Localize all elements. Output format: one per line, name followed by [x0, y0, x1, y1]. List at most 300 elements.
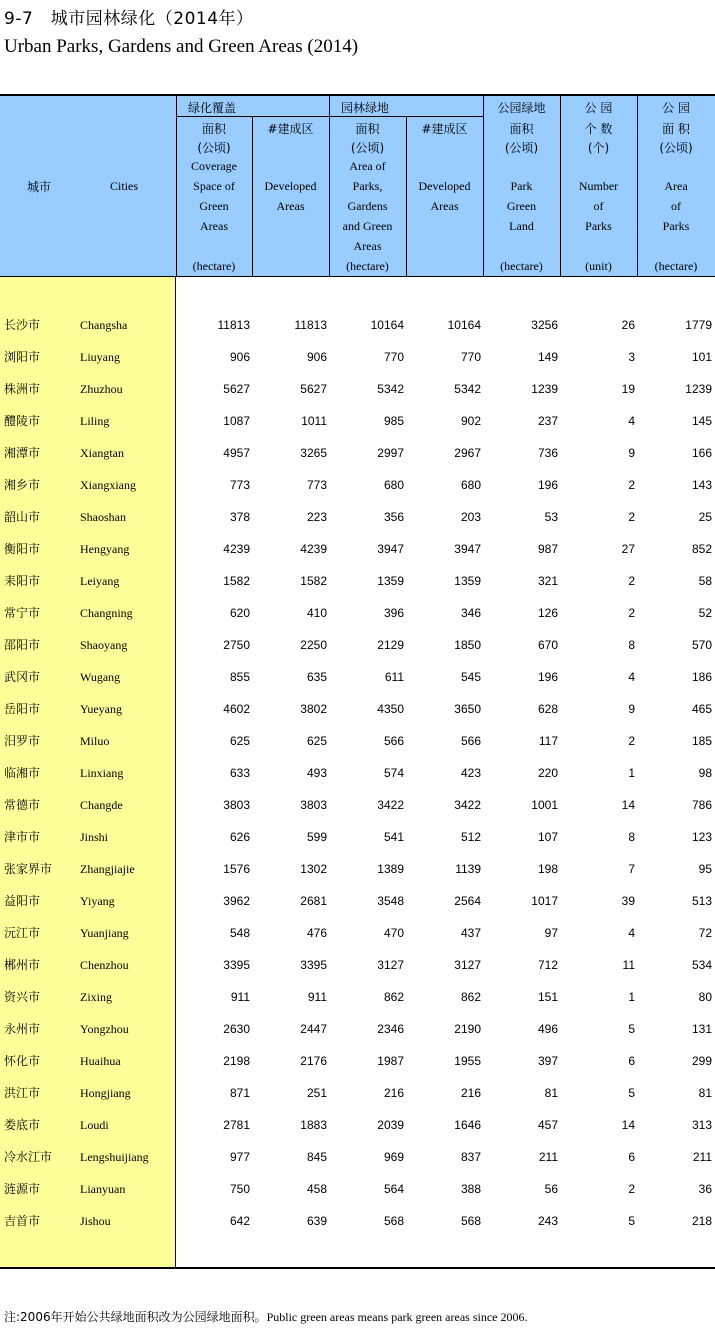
header-park-count-en: Number of Parks: [578, 179, 619, 233]
value-cell: 3947: [377, 542, 404, 556]
value-cell: 14: [621, 798, 635, 812]
header-park-green-area: 面积: [355, 122, 380, 136]
city-name-en: Zhuzhou: [80, 382, 123, 396]
value-cell: 2: [628, 510, 635, 524]
table-row: [0, 501, 715, 533]
header-park-count-l1: 公 园: [584, 101, 613, 115]
table-row: [0, 853, 715, 885]
value-cell: 198: [537, 862, 558, 876]
value-cell: 1359: [377, 574, 404, 588]
value-cell: 3422: [377, 798, 404, 812]
value-cell: 633: [229, 766, 250, 780]
city-name-en: Hengyang: [80, 542, 130, 556]
value-cell: 397: [537, 1054, 558, 1068]
value-cell: 670: [537, 638, 558, 652]
city-name-cn: 耒阳市: [4, 574, 41, 588]
city-name-cn: 永州市: [4, 1022, 41, 1036]
value-cell: 186: [691, 670, 712, 684]
table-row: [0, 1109, 715, 1141]
value-cell: 299: [691, 1054, 712, 1068]
value-cell: 4602: [223, 702, 250, 716]
value-cell: 10164: [447, 318, 481, 332]
city-name-cn: 洪江市: [4, 1086, 41, 1100]
value-cell: 243: [537, 1214, 558, 1228]
table-row: [0, 565, 715, 597]
header-green-cover-area: 面积: [201, 122, 226, 136]
value-cell: 101: [691, 350, 712, 364]
value-cell: 437: [460, 926, 481, 940]
value-cell: 534: [691, 958, 712, 972]
value-cell: 987: [537, 542, 558, 556]
value-cell: 5627: [223, 382, 250, 396]
value-cell: 712: [537, 958, 558, 972]
city-name-cn: 湘乡市: [4, 478, 41, 492]
value-cell: 27: [621, 542, 635, 556]
value-cell: 969: [383, 1150, 404, 1164]
value-cell: 1017: [531, 894, 558, 908]
value-cell: 1087: [223, 414, 250, 428]
value-cell: 977: [229, 1150, 250, 1164]
city-name-en: Zhangjiajie: [80, 862, 135, 876]
city-name-cn: 醴陵市: [4, 414, 41, 428]
value-cell: 166: [691, 446, 712, 460]
value-cell: 7: [628, 862, 635, 876]
value-cell: 773: [229, 478, 250, 492]
value-cell: 493: [306, 766, 327, 780]
value-cell: 680: [383, 478, 404, 492]
value-cell: 216: [460, 1086, 481, 1100]
table-row: [0, 1173, 715, 1205]
value-cell: 770: [460, 350, 481, 364]
value-cell: 512: [460, 830, 481, 844]
value-cell: 143: [691, 478, 712, 492]
city-name-cn: 常德市: [4, 798, 41, 812]
value-cell: 642: [229, 1214, 250, 1228]
city-name-en: Miluo: [80, 734, 110, 748]
value-cell: 3395: [223, 958, 250, 972]
table-row: [0, 597, 715, 629]
city-name-en: Changde: [80, 798, 123, 812]
table-row: [0, 341, 715, 373]
value-cell: 396: [383, 606, 404, 620]
header-green-cover-developed: #建成区: [267, 122, 314, 136]
city-name-cn: 吉首市: [4, 1214, 41, 1228]
city-name-en: Wugang: [80, 670, 121, 684]
value-cell: 1955: [454, 1054, 481, 1068]
title-chinese: 9-7 城市园林绿化（2014年）: [4, 9, 254, 29]
city-name-en: Yuanjiang: [80, 926, 129, 940]
value-cell: 911: [307, 990, 327, 1004]
header-park-land-unit: (hectare): [500, 259, 543, 273]
value-cell: 3802: [300, 702, 327, 716]
value-cell: 11813: [217, 318, 250, 332]
value-cell: 1011: [301, 414, 327, 428]
value-cell: 53: [544, 510, 558, 524]
value-cell: 185: [691, 734, 712, 748]
value-cell: 9: [628, 446, 635, 460]
value-cell: 626: [229, 830, 250, 844]
value-cell: 321: [537, 574, 558, 588]
value-cell: 8: [628, 638, 635, 652]
value-cell: 3422: [454, 798, 481, 812]
value-cell: 3127: [377, 958, 404, 972]
table-row: [0, 661, 715, 693]
city-name-cn: 娄底市: [4, 1118, 41, 1132]
value-cell: 80: [698, 990, 712, 1004]
value-cell: 8: [628, 830, 635, 844]
value-cell: 1883: [300, 1118, 327, 1132]
value-cell: 237: [537, 414, 558, 428]
city-name-en: Xiangxiang: [80, 478, 136, 492]
value-cell: 564: [383, 1182, 404, 1196]
city-name-en: Jishou: [80, 1214, 111, 1228]
value-cell: 126: [537, 606, 558, 620]
value-cell: 770: [383, 350, 404, 364]
city-name-cn: 常宁市: [4, 606, 41, 620]
city-name-cn: 邵阳市: [4, 638, 41, 652]
city-name-en: Jinshi: [80, 830, 109, 844]
value-cell: 81: [698, 1086, 712, 1100]
value-cell: 1850: [454, 638, 481, 652]
city-name-cn: 资兴市: [4, 990, 41, 1004]
value-cell: 2781: [223, 1118, 250, 1132]
header-park-count-unit: (unit): [585, 259, 612, 273]
value-cell: 313: [691, 1118, 712, 1132]
value-cell: 5342: [454, 382, 481, 396]
value-cell: 513: [691, 894, 712, 908]
table-row: [0, 1141, 715, 1173]
value-cell: 5: [628, 1022, 635, 1036]
table-row: [0, 917, 715, 949]
value-cell: 25: [698, 510, 712, 524]
header-city-en: Cities: [110, 179, 139, 193]
value-cell: 3256: [531, 318, 558, 332]
table-row: [0, 469, 715, 501]
value-cell: 4350: [377, 702, 404, 716]
value-cell: 220: [537, 766, 558, 780]
city-name-en: Chenzhou: [80, 958, 129, 972]
value-cell: 625: [306, 734, 327, 748]
value-cell: 628: [537, 702, 558, 716]
city-name-cn: 岳阳市: [4, 702, 41, 716]
value-cell: 6: [628, 1054, 635, 1068]
value-cell: 871: [229, 1086, 250, 1100]
value-cell: 736: [537, 446, 558, 460]
city-name-en: Zixing: [80, 990, 112, 1004]
value-cell: 388: [460, 1182, 481, 1196]
value-cell: 570: [691, 638, 712, 652]
header-green-cover-unit: (hectare): [192, 259, 236, 273]
header-green-cover-group: 绿化覆盖: [188, 101, 237, 115]
table-row: [0, 757, 715, 789]
header-park-count-l2: 个 数: [584, 122, 613, 136]
value-cell: 10164: [370, 318, 404, 332]
value-cell: 2198: [223, 1054, 250, 1068]
value-cell: 1389: [377, 862, 404, 876]
value-cell: 1239: [531, 382, 558, 396]
value-cell: 2176: [300, 1054, 327, 1068]
value-cell: 639: [306, 1214, 327, 1228]
value-cell: 4: [628, 926, 635, 940]
city-name-cn: 浏阳市: [4, 350, 41, 364]
value-cell: 635: [306, 670, 327, 684]
header-park-land-l1: 公园绿地: [497, 101, 546, 115]
city-name-en: Shaoyang: [80, 638, 128, 652]
header-green-cover-developed-en: Developed Areas: [264, 179, 317, 213]
city-name-en: Huaihua: [80, 1054, 121, 1068]
value-cell: 568: [460, 1214, 481, 1228]
city-name-cn: 株洲市: [4, 382, 41, 396]
table-row: [0, 405, 715, 437]
value-cell: 211: [692, 1150, 712, 1164]
value-cell: 211: [538, 1150, 558, 1164]
table-row: [0, 693, 715, 725]
value-cell: 98: [698, 766, 712, 780]
header-group-rule: [329, 116, 483, 117]
table-row: [0, 821, 715, 853]
table-row: [0, 725, 715, 757]
value-cell: 39: [621, 894, 635, 908]
value-cell: 19: [621, 382, 635, 396]
table-row: [0, 1045, 715, 1077]
value-cell: 906: [229, 350, 250, 364]
value-cell: 56: [544, 1182, 558, 1196]
title-english: Urban Parks, Gardens and Green Areas (2014): [4, 36, 359, 57]
city-name-cn: 郴州市: [4, 958, 41, 972]
value-cell: 97: [544, 926, 558, 940]
value-cell: 541: [383, 830, 404, 844]
footnote-cn: 注:2006年开始公共绿地面积改为公园绿地面积。: [4, 1310, 267, 1324]
value-cell: 378: [229, 510, 250, 524]
value-cell: 58: [698, 574, 712, 588]
city-name-cn: 涟源市: [4, 1182, 41, 1196]
value-cell: 3803: [223, 798, 250, 812]
city-name-en: Liuyang: [80, 350, 120, 364]
footnote: [4, 1308, 527, 1325]
value-cell: 1582: [300, 574, 327, 588]
header-park-area-l3: (公顷): [659, 141, 693, 155]
value-cell: 458: [306, 1182, 327, 1196]
value-cell: 574: [383, 766, 404, 780]
value-cell: 251: [306, 1086, 327, 1100]
city-name-cn: 临湘市: [4, 766, 41, 780]
value-cell: 1576: [223, 862, 250, 876]
value-cell: 131: [691, 1022, 712, 1036]
city-name-en: Shaoshan: [80, 510, 126, 524]
table-row: [0, 629, 715, 661]
value-cell: 2750: [223, 638, 250, 652]
city-name-en: Changsha: [80, 318, 128, 332]
city-name-en: Linxiang: [80, 766, 124, 780]
value-cell: 36: [698, 1182, 712, 1196]
value-cell: 5342: [377, 382, 404, 396]
table-row: [0, 309, 715, 341]
value-cell: 611: [384, 670, 404, 684]
value-cell: 1: [628, 766, 635, 780]
city-name-en: Liling: [80, 414, 110, 428]
value-cell: 145: [691, 414, 712, 428]
value-cell: 149: [537, 350, 558, 364]
city-name-en: Yueyang: [80, 702, 122, 716]
value-cell: 1001: [531, 798, 558, 812]
city-name-cn: 韶山市: [4, 510, 41, 524]
city-name-en: Xiangtan: [80, 446, 124, 460]
header-park-count-l3: (个): [587, 141, 610, 155]
city-name-cn: 怀化市: [4, 1054, 41, 1068]
city-name-en: Loudi: [80, 1118, 109, 1132]
header-park-land-en: Park Green Land: [506, 179, 537, 233]
header-park-land-l2: 面积: [509, 122, 534, 136]
value-cell: 95: [698, 862, 712, 876]
value-cell: 786: [691, 798, 712, 812]
city-name-cn: 武冈市: [4, 670, 41, 684]
value-cell: 3962: [223, 894, 250, 908]
header-green-cover-unit-cn: (公顷): [197, 141, 231, 155]
header-city-cn: 城市: [26, 180, 51, 194]
value-cell: 566: [460, 734, 481, 748]
value-cell: 1: [628, 990, 635, 1004]
value-cell: 3650: [454, 702, 481, 716]
value-cell: 72: [698, 926, 712, 940]
value-cell: 196: [537, 478, 558, 492]
table-row: [0, 1077, 715, 1109]
value-cell: 750: [229, 1182, 250, 1196]
value-cell: 3548: [377, 894, 404, 908]
value-cell: 465: [691, 702, 712, 716]
value-cell: 2: [628, 734, 635, 748]
value-cell: 5: [628, 1086, 635, 1100]
bottom-rule: [0, 1267, 715, 1269]
value-cell: 2564: [454, 894, 481, 908]
value-cell: 1987: [377, 1054, 404, 1068]
table-row: [0, 981, 715, 1013]
value-cell: 3: [628, 350, 635, 364]
header-park-green-group: 园林绿地: [341, 101, 390, 115]
value-cell: 855: [229, 670, 250, 684]
value-cell: 1359: [454, 574, 481, 588]
value-cell: 985: [383, 414, 404, 428]
value-cell: 625: [229, 734, 250, 748]
header-park-green-unit: (hectare): [346, 259, 389, 273]
value-cell: 5627: [300, 382, 327, 396]
table-row: [0, 949, 715, 981]
city-name-en: Yiyang: [80, 894, 115, 908]
value-cell: 3803: [300, 798, 327, 812]
value-cell: 4: [628, 414, 635, 428]
value-cell: 476: [306, 926, 327, 940]
value-cell: 2039: [377, 1118, 404, 1132]
value-cell: 1779: [685, 318, 712, 332]
city-name-cn: 长沙市: [4, 318, 41, 332]
value-cell: 117: [538, 734, 558, 748]
value-cell: 545: [460, 670, 481, 684]
value-cell: 26: [621, 318, 635, 332]
table-row: [0, 789, 715, 821]
city-name-en: Lianyuan: [80, 1182, 126, 1196]
value-cell: 862: [383, 990, 404, 1004]
header-park-area-en: Area of Parks: [662, 179, 690, 233]
value-cell: 216: [383, 1086, 404, 1100]
city-name-cn: 衡阳市: [4, 542, 41, 556]
table-row: [0, 885, 715, 917]
header-park-green-unit-cn: (公顷): [350, 141, 385, 155]
value-cell: 4: [628, 670, 635, 684]
value-cell: 196: [537, 670, 558, 684]
city-name-cn: 冷水江市: [4, 1150, 53, 1164]
header-park-green-en: Area of Parks, Gardens and Green Areas: [342, 159, 393, 253]
value-cell: 862: [460, 990, 481, 1004]
value-cell: 680: [460, 478, 481, 492]
value-cell: 218: [691, 1214, 712, 1228]
value-cell: 223: [306, 510, 327, 524]
city-name-cn: 汨罗市: [4, 734, 41, 748]
value-cell: 9: [628, 702, 635, 716]
value-cell: 2: [628, 478, 635, 492]
value-cell: 2967: [454, 446, 481, 460]
table-row: [0, 1013, 715, 1045]
value-cell: 3947: [454, 542, 481, 556]
header-park-green-developed-en: Developed Areas: [418, 179, 471, 213]
value-cell: 620: [229, 606, 250, 620]
value-cell: 1302: [300, 862, 327, 876]
value-cell: 902: [460, 414, 481, 428]
city-name-cn: 湘潭市: [4, 446, 41, 460]
city-name-en: Changning: [80, 606, 133, 620]
table-row: [0, 373, 715, 405]
footnote-en: Public green areas means park green areas since 2006.: [266, 1310, 528, 1324]
value-cell: 568: [383, 1214, 404, 1228]
value-cell: 2129: [377, 638, 404, 652]
value-cell: 4239: [300, 542, 327, 556]
value-cell: 470: [383, 926, 404, 940]
value-cell: 1582: [223, 574, 250, 588]
header-group-rule: [176, 116, 329, 117]
value-cell: 845: [306, 1150, 327, 1164]
table-row: [0, 1205, 715, 1237]
value-cell: 773: [306, 478, 327, 492]
header-park-area-l2: 面 积: [662, 122, 690, 136]
value-cell: 2997: [377, 446, 404, 460]
value-cell: 457: [537, 1118, 558, 1132]
city-name-en: Yongzhou: [80, 1022, 129, 1036]
value-cell: 6: [628, 1150, 635, 1164]
header-park-area-unit: (hectare): [654, 259, 698, 273]
value-cell: 2: [628, 574, 635, 588]
city-name-en: Hongjiang: [80, 1086, 131, 1100]
header-park-area-l1: 公 园: [662, 101, 690, 115]
value-cell: 852: [691, 542, 712, 556]
value-cell: 151: [537, 990, 558, 1004]
value-cell: 496: [537, 1022, 558, 1036]
value-cell: 906: [306, 350, 327, 364]
city-name-en: Leiyang: [80, 574, 120, 588]
city-name-cn: 益阳市: [4, 894, 41, 908]
value-cell: 107: [537, 830, 558, 844]
header-park-land-l3: (公顷): [504, 141, 539, 155]
value-cell: 4239: [223, 542, 250, 556]
city-name-cn: 张家界市: [4, 862, 53, 876]
header-green-cover-en: Coverage Space of Green Areas: [191, 159, 237, 233]
value-cell: 1646: [454, 1118, 481, 1132]
value-cell: 3265: [300, 446, 327, 460]
value-cell: 11813: [294, 318, 327, 332]
city-name-cn: 沅江市: [4, 926, 41, 940]
table-row: [0, 437, 715, 469]
header-park-green-developed: #建成区: [421, 122, 468, 136]
value-cell: 346: [460, 606, 481, 620]
value-cell: 81: [544, 1086, 558, 1100]
value-cell: 599: [306, 830, 327, 844]
